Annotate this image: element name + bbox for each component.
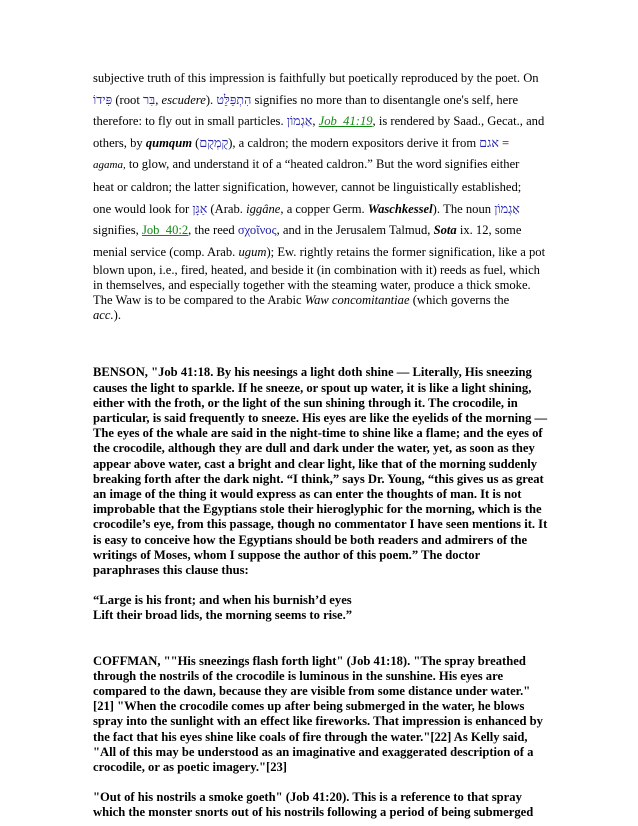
text-run: one would look for: [93, 201, 193, 216]
text-run: others, by: [93, 135, 146, 150]
delitzsch-paragraph: [93, 68, 548, 323]
text-run: (root: [112, 92, 143, 107]
text-run: , a copper Germ.: [280, 201, 368, 216]
text-run: ).: [205, 92, 217, 107]
italic-text: Waw concomitantiae: [304, 293, 410, 308]
coffman-commentary: COFFMAN, ""His sneezings flash forth light" (Job 41:18). "The spray breathed through the nostrils of the crocodile is luminous in the sunshine. His eyes are compared to the dawn, because they are visible from some distance under water."[21] "When the crocodile comes up after being submerged in the water, he blows spray into the sunlight with an effect like fireworks. That impression is enhanced by the fact that his eyes shine like coals of fire through the water."[22] As Kelly said, "All of this may be understood as an imaginative and exaggerated description of a crocodile, or as poetic imagery."[23]: [93, 653, 543, 775]
text-run: (which governs the: [409, 293, 510, 308]
text-run: ). The noun: [432, 201, 495, 216]
italic-text: acc.: [93, 308, 114, 323]
italic-text: agama,: [93, 159, 126, 172]
text-run: menial service (comp. Arab.: [93, 244, 239, 259]
text-run: to glow, and understand it of a “heated caldron.” But the word signifies either: [125, 157, 520, 172]
italic-text: qumqum: [145, 135, 193, 150]
italic-text: iggâne: [246, 201, 281, 216]
text-run: therefore: to fly out in small particles.: [93, 114, 287, 129]
greek-word: σχοῖνος: [237, 223, 277, 238]
hebrew-word: אַגְמוֹן: [286, 114, 313, 129]
text-run: ), a caldron; the modern expositors derive it from: [228, 135, 480, 150]
text-run: signifies,: [93, 223, 142, 238]
italic-text: Waschkessel: [367, 201, 433, 216]
hebrew-word: קֻמְקֻם: [199, 135, 229, 150]
text-run: ix. 12, some: [456, 223, 522, 238]
final-paragraph: "Out of his nostrils a smoke goeth" (Job 41:20). This is a reference to that spray which the monster snorts out of his nostrils following a period of being submerged: [93, 790, 534, 820]
text-run: , the reed: [188, 223, 238, 238]
poem-line: “Large is his front; and when his burnish’d eyes: [93, 593, 352, 608]
text-run: ,: [155, 92, 162, 107]
hebrew-word: אַגְמוֹן: [494, 201, 520, 216]
document-page: [93, 68, 548, 821]
text-run: ).: [113, 308, 121, 323]
scripture-link-job-41-19[interactable]: Job_41:19: [318, 114, 373, 129]
benson-commentary: BENSON, "Job 41:18. By his neesings a light doth shine — Literally, His sneezing causes the light to sparkle. If he sneeze, or spout up water, it is like a light shining, either with the froth, or the light of the sun shining through it. The crocodile, in particular, is said frequently to sneeze. His eyes are like the eyelids of the morning — The eyes of the whale are said in the night-time to shine like a flame; and the eyes of the crocodile, although they are dull and dark under the water, yet, as soon as they appear above water, cast a bright and clear light, like that of the morning suddenly breaking forth after the dark night. “I think,” says Dr. Young, “this gives us as great an image of the thing it would express as can enter the thoughts of man. It is not improbable that the Egyptians stole their hieroglyphic for the morning, which is the crocodile’s eye, from this passage, though no commentator I have seen mentions it. It is easy to conceive how the Egyptians should be both readers and admirers of the writings of Moses, whom I suppose the author of this poem.” The doctor paraphrases this clause thus:: [93, 365, 548, 577]
hebrew-word: אַגָּן: [192, 201, 208, 216]
text-run: , is rendered by Saad., Gecat., and: [372, 114, 545, 129]
poem-quote: [93, 593, 548, 623]
text-line: subjective truth of this impression is faithfully but poetically reproduced by the poet. On: [93, 71, 539, 85]
hebrew-word: בִּר: [142, 92, 156, 107]
text-run: , and in the Jerusalem Talmud,: [276, 223, 434, 238]
text-run: signifies no more than to disentangle one's self, here: [251, 92, 519, 107]
poem-line: Lift their broad lids, the morning seems to rise.”: [93, 608, 353, 623]
text-run: (Arab.: [207, 201, 247, 216]
text-run: ); Ew. rightly retains the former signification, like a pot: [266, 244, 546, 259]
text-run: ,: [312, 114, 319, 129]
text-run: blown upon, i.e., fired, heated, and beside it (in combination with it) reeds as fuel, which in themselves, and especially together with the steaming water, produce a thick smoke. The Waw is to be compared to the Arabic: [93, 263, 540, 308]
text-run: (: [192, 135, 200, 150]
italic-text: ugum: [238, 244, 267, 259]
scripture-link-job-40-2[interactable]: Job_40:2: [141, 223, 189, 238]
text-line: heat or caldron; the latter signification, however, cannot be linguistically established;: [93, 179, 522, 194]
text-block: [93, 263, 548, 323]
italic-text: escudere: [161, 92, 206, 107]
hebrew-word: הִתְפַּלֵּט: [216, 92, 252, 107]
hebrew-word: אגם: [479, 135, 499, 150]
hebrew-word: פִּידוֹ: [93, 92, 113, 107]
italic-text: Sota: [433, 223, 457, 238]
text-run: =: [498, 135, 510, 150]
